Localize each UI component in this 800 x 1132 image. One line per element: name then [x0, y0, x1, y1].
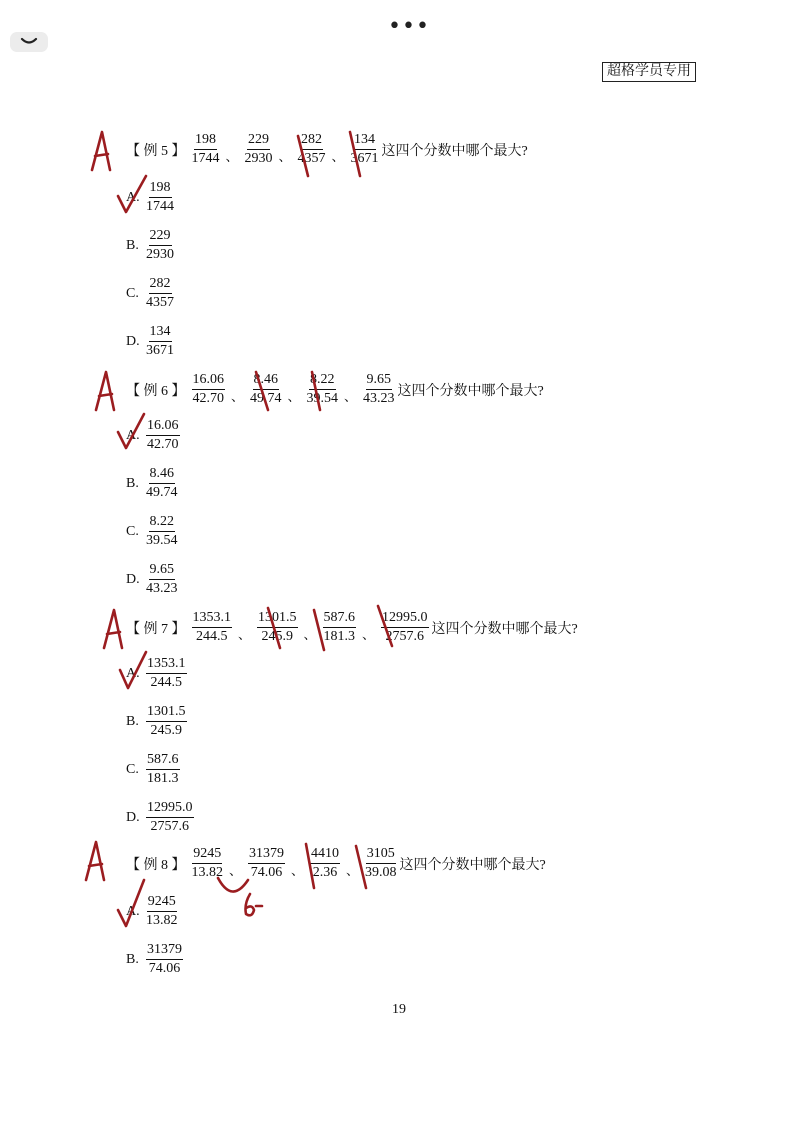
- option-a[interactable]: A. $\frac{9245}{13.82}$: [126, 894, 178, 928]
- handwritten-a-letter: [86, 842, 104, 880]
- separator: 、: [346, 863, 360, 878]
- separator: 、: [344, 389, 358, 404]
- separator: 、: [287, 389, 301, 404]
- fraction: $\frac{134}{3671}$: [350, 132, 379, 166]
- option-b[interactable]: B. $\frac{31379}{74.06}$: [126, 942, 182, 976]
- fraction: $\frac{198}{1744}$: [191, 132, 220, 166]
- question-label: 【 例 5 】: [126, 143, 186, 159]
- handwritten-six: [246, 894, 255, 915]
- question-6-stem: [126, 372, 544, 407]
- option-b[interactable]: B. $\frac{229}{2930}$: [126, 228, 174, 262]
- fraction: $\frac{16.06}{42.70}$: [192, 372, 224, 406]
- option-c[interactable]: C. $\frac{587.6}{181.3}$: [126, 752, 179, 786]
- option-a[interactable]: A. $\frac{198}{1744}$: [126, 180, 174, 214]
- fraction: $\frac{282}{4357}$: [297, 132, 326, 166]
- fraction: $\frac{4410}{2.36}$: [311, 846, 340, 880]
- fraction: $\frac{1301.5}{245.9}$: [258, 610, 297, 644]
- separator: 、: [362, 627, 376, 642]
- option-c[interactable]: C. $\frac{8.22}{39.54}$: [126, 514, 178, 548]
- separator: 、: [331, 149, 345, 164]
- question-label: 【 例 7 】: [126, 621, 186, 637]
- fraction: $\frac{8.22}{39.54}$: [306, 372, 339, 406]
- fraction: $\frac{3105}{39.08}$: [365, 846, 397, 880]
- option-c[interactable]: C. $\frac{282}{4357}$: [126, 276, 174, 310]
- question-text: 这四个分数中哪个最大?: [381, 143, 528, 159]
- question-text: 这四个分数中哪个最大?: [397, 383, 544, 399]
- separator: 、: [303, 627, 317, 642]
- handwritten-a-letter: [96, 372, 114, 410]
- question-8-stem: [126, 846, 546, 881]
- chevron-down-icon: [20, 37, 38, 47]
- page-number: 19: [392, 1002, 406, 1017]
- separator: 、: [225, 149, 239, 164]
- question-5-stem: [126, 132, 528, 167]
- separator: 、: [291, 863, 305, 878]
- option-a[interactable]: A. $\frac{16.06}{42.70}$: [126, 418, 179, 452]
- fraction: $\frac{31379}{74.06}$: [249, 846, 285, 880]
- option-d[interactable]: D. $\frac{134}{3671}$: [126, 324, 174, 358]
- handwritten-a-letter: [92, 132, 110, 170]
- separator: 、: [229, 863, 243, 878]
- question-label: 【 例 6 】: [126, 383, 186, 399]
- fraction: $\frac{1353.1}{244.5}$: [192, 610, 231, 644]
- option-a[interactable]: A. $\frac{1353.1}{244.5}$: [126, 656, 186, 690]
- collapse-chevron-button[interactable]: [10, 32, 48, 52]
- fraction: $\frac{229}{2930}$: [244, 132, 273, 166]
- question-label: 【 例 8 】: [126, 857, 186, 873]
- option-b[interactable]: B. $\frac{8.46}{49.74}$: [126, 466, 178, 500]
- fraction: $\frac{9245}{13.82}$: [191, 846, 223, 880]
- question-7-stem: [126, 610, 578, 645]
- separator: 、: [278, 149, 292, 164]
- fraction: $\frac{8.46}{49.74}$: [250, 372, 282, 406]
- fraction: $\frac{587.6}{181.3}$: [323, 610, 356, 644]
- option-b[interactable]: B. $\frac{1301.5}{245.9}$: [126, 704, 186, 738]
- separator: 、: [238, 627, 252, 642]
- question-text: 这四个分数中哪个最大?: [431, 621, 578, 637]
- separator: 、: [231, 389, 245, 404]
- option-d[interactable]: D. $\frac{12995.0}{2757.6}$: [126, 800, 193, 834]
- fraction: $\frac{12995.0}{2757.6}$: [382, 610, 428, 644]
- handwritten-a-letter: [104, 610, 122, 648]
- student-only-stamp: 超格学员专用: [602, 62, 696, 82]
- option-d[interactable]: D. $\frac{9.65}{43.23}$: [126, 562, 178, 596]
- more-options-icon[interactable]: •••: [388, 14, 430, 39]
- fraction: $\frac{9.65}{43.23}$: [363, 372, 395, 406]
- question-text: 这四个分数中哪个最大?: [399, 857, 546, 873]
